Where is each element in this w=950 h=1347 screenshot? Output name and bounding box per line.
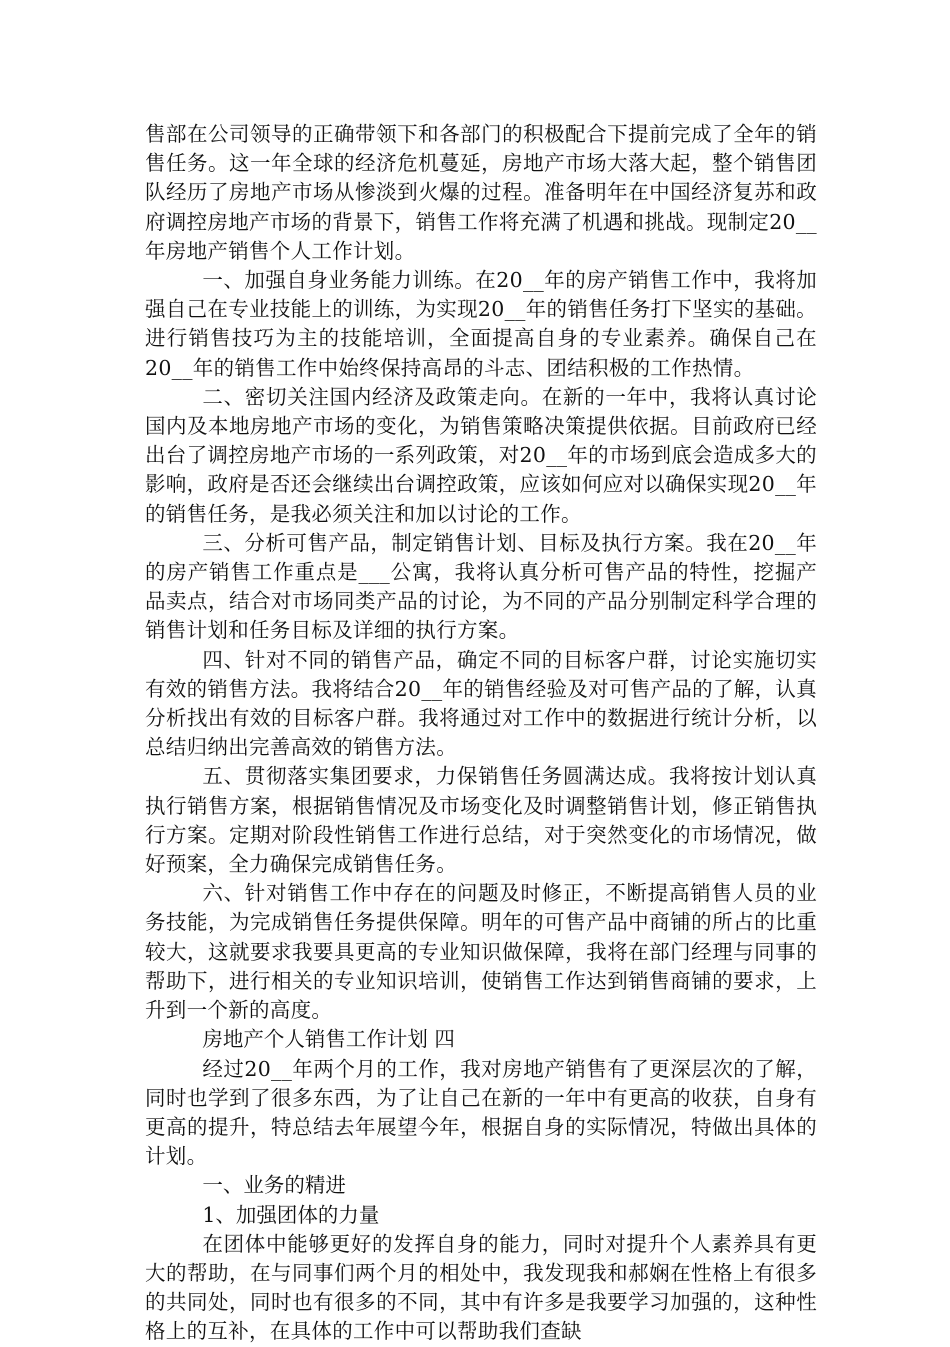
- paragraph-section-2: 二、密切关注国内经济及政策走向。在新的一年中，我将认真讨论国内及本地房地产市场的变化，为销售策略决策提供依据。目前政府已经出台了调控房地产市场的一系列政策，对20__年的市场到底会造成多大的影响，政府是否还会继续出台调控政策，应该如何应对以确保实现20__年的销售任务，是我必须关注和加以讨论的工作。: [145, 384, 817, 526]
- paragraph-plan-four-intro: 经过20__年两个月的工作，我对房地产销售有了更深层次的了解，同时也学到了很多东西，为了让自己在新的一年中有更高的收获，自身有更高的提升，特总结去年展望今年，根据自身的实际情况，特做出具体的计划。: [145, 1056, 817, 1169]
- paragraph-team: 在团体中能够更好的发挥自身的能力，同时对提升个人素养具有更大的帮助，在与同事们两个月的相处中，我发现我和郝娴在性格上有很多的共同处，同时也有很多的不同，其中有许多是我要学习加强的，这种性格上的互补，在具体的工作中可以帮助我们查缺: [145, 1231, 817, 1344]
- paragraph-section-1: 一、加强自身业务能力训练。在20__年的房产销售工作中，我将加强自己在专业技能上的训练，为实现20__年的销售任务打下坚实的基础。进行销售技巧为主的技能培训，全面提高自身的专业素养。确保自己在20__年的销售工作中始终保持高昂的斗志、团结积极的工作热情。: [145, 268, 817, 380]
- subheading-team-strength: 1、加强团体的力量: [202, 1202, 380, 1227]
- paragraph-section-5: 五、贯彻落实集团要求，力保销售任务圆满达成。我将按计划认真执行销售方案，根据销售情况及市场变化及时调整销售计划，修正销售执行方案。定期对阶段性销售工作进行总结，对于突然变化的市场情况，做好预案，全力确保完成销售任务。: [145, 764, 817, 877]
- plan-four-heading: 房地产个人销售工作计划 四: [202, 1027, 455, 1052]
- paragraph-intro: 售部在公司领导的正确带领下和各部门的积极配合下提前完成了全年的销售任务。这一年全球的经济危机蔓延，房地产市场大落大起，整个销售团队经历了房地产市场从惨淡到火爆的过程。准备明年在中国经济复苏和政府调控房地产市场的背景下，销售工作将充满了机遇和挑战。现制定20__年房地产销售个人工作计划。: [145, 122, 817, 263]
- paragraph-section-3: 三、分析可售产品，制定销售计划、目标及执行方案。我在20__年的房产销售工作重点是___公寓，我将认真分析可售产品的特性，挖掘产品卖点，结合对市场同类产品的讨论，为不同的产品分别制定科学合理的销售计划和任务目标及详细的执行方案。: [145, 530, 817, 643]
- paragraph-section-4: 四、针对不同的销售产品，确定不同的目标客户群，讨论实施切实有效的销售方法。我将结合20__年的销售经验及对可售产品的了解，认真分析找出有效的目标客户群。我将通过对工作中的数据进行统计分析，以总结归纳出完善高效的销售方法。: [145, 647, 817, 760]
- subheading-business-advance: 一、业务的精进: [202, 1173, 346, 1198]
- document-page: [145, 120, 817, 1347]
- paragraph-section-6: 六、针对销售工作中存在的问题及时修正，不断提高销售人员的业务技能，为完成销售任务提供保障。明年的可售产品中商铺的所占的比重较大，这就要求我要具更高的专业知识做保障，我将在部门经理与同事的帮助下，进行相关的专业知识培训，使销售工作达到销售商铺的要求，上升到一个新的高度。: [145, 881, 817, 1023]
